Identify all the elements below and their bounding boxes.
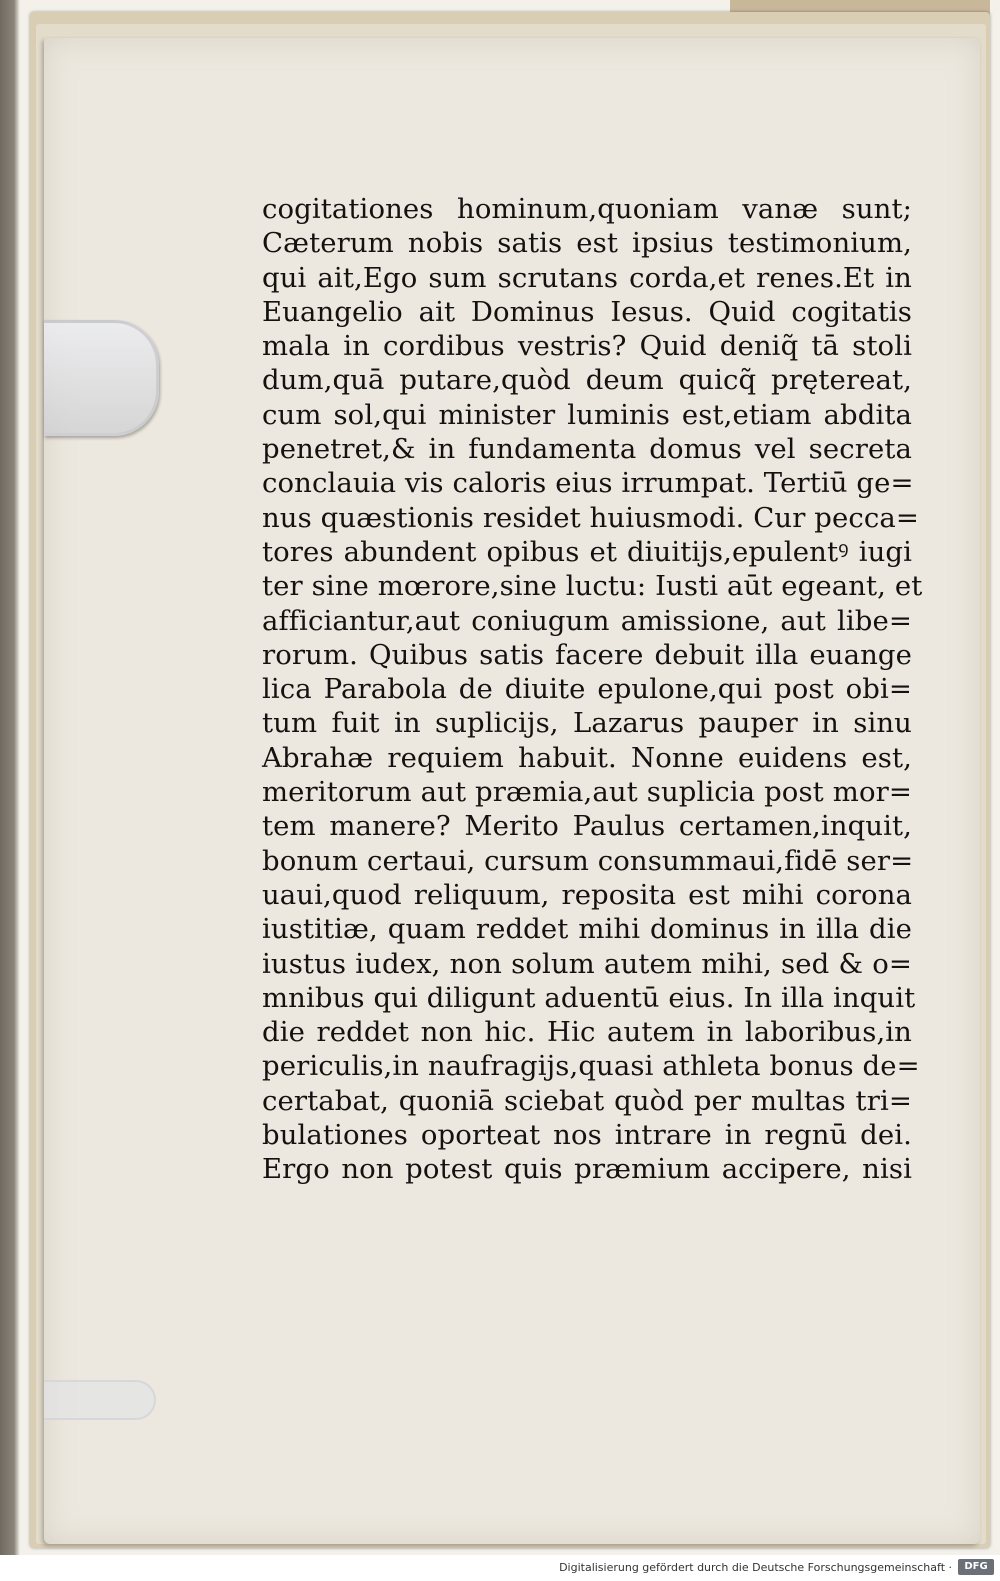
- text-line: tum fuit in suplicijs, Lazarus pauper in sinu: [262, 707, 912, 740]
- text-line: Euangelio ait Dominus Iesus. Quid cogitatis: [262, 295, 912, 328]
- text-line: mala in cordibus vestris? Quid deniq̃ tā stoli: [262, 330, 912, 363]
- page-text: [262, 192, 923, 1187]
- text-line: ter sine mœrore,sine luctu: Iusti aūt egeant, et: [262, 570, 923, 603]
- dfg-logo: DFG: [958, 1559, 994, 1575]
- text-line: iustitiæ, quam reddet mihi dominus in illa die: [262, 913, 912, 946]
- text-line: meritorum aut præmia,aut suplicia post mor=: [262, 776, 912, 809]
- text-line: die reddet non hic. Hic autem in laboribus,in: [262, 1016, 912, 1049]
- text-line: certabat, quoniā sciebat quòd per multas tri=: [262, 1084, 912, 1117]
- text-line: conclauia vis caloris eius irrumpat. Tertiū ge=: [262, 467, 914, 500]
- text-line: lica Parabola de diuite epulone,qui post obi=: [262, 673, 912, 706]
- text-line: periculis,in naufragijs,quasi athleta bonus de=: [262, 1050, 920, 1083]
- text-line: nus quæstionis residet huiusmodi. Cur pecca=: [262, 501, 920, 534]
- text-line: bulationes oporteat nos intrare in regnū dei.: [262, 1119, 912, 1152]
- text-line: dum,quā putare,quòd deum quicq̃ prętereat,: [262, 364, 912, 397]
- text-line: tores abundent opibus et diuitijs,epulentꝰ iugi: [262, 535, 912, 568]
- text-line: rorum. Quibus satis facere debuit illa euange: [262, 638, 912, 671]
- text-line: qui ait,Ego sum scrutans corda,et renes.Et in: [262, 261, 912, 294]
- text-line: mnibus qui diligunt aduentū eius. In illa inquit: [262, 981, 916, 1014]
- funding-footer: [0, 1555, 1000, 1581]
- funding-credit: Digitalisierung gefördert durch die Deutsche Forschungsgemeinschaft ·: [559, 1561, 952, 1574]
- text-line: cogitationes hominum,quoniam vanæ sunt;: [262, 193, 912, 225]
- text-line: bonum certaui, cursum consummaui,fidē ser=: [262, 844, 914, 877]
- text-line: cum sol,qui minister luminis est,etiam abdita: [262, 398, 912, 431]
- text-line: penetret,& in fundamenta domus vel secreta: [262, 433, 912, 466]
- holding-clip-top: [44, 320, 159, 436]
- text-line: uaui,quod reliquum, reposita est mihi corona: [262, 878, 912, 911]
- text-line: Abrahæ requiem habuit. Nonne euidens est,: [262, 741, 912, 774]
- text-line: afficiantur,aut coniugum amissione, aut libe=: [262, 604, 912, 637]
- text-line: Ergo non potest quis præmium accipere, nisi: [262, 1153, 912, 1186]
- text-line: iustus iudex, non solum autem mihi, sed & o=: [262, 947, 912, 980]
- holding-clip-bottom: [44, 1380, 156, 1420]
- text-line: Cæterum nobis satis est ipsius testimonium,: [262, 227, 912, 260]
- text-line: tem manere? Merito Paulus certamen,inquit,: [262, 810, 912, 843]
